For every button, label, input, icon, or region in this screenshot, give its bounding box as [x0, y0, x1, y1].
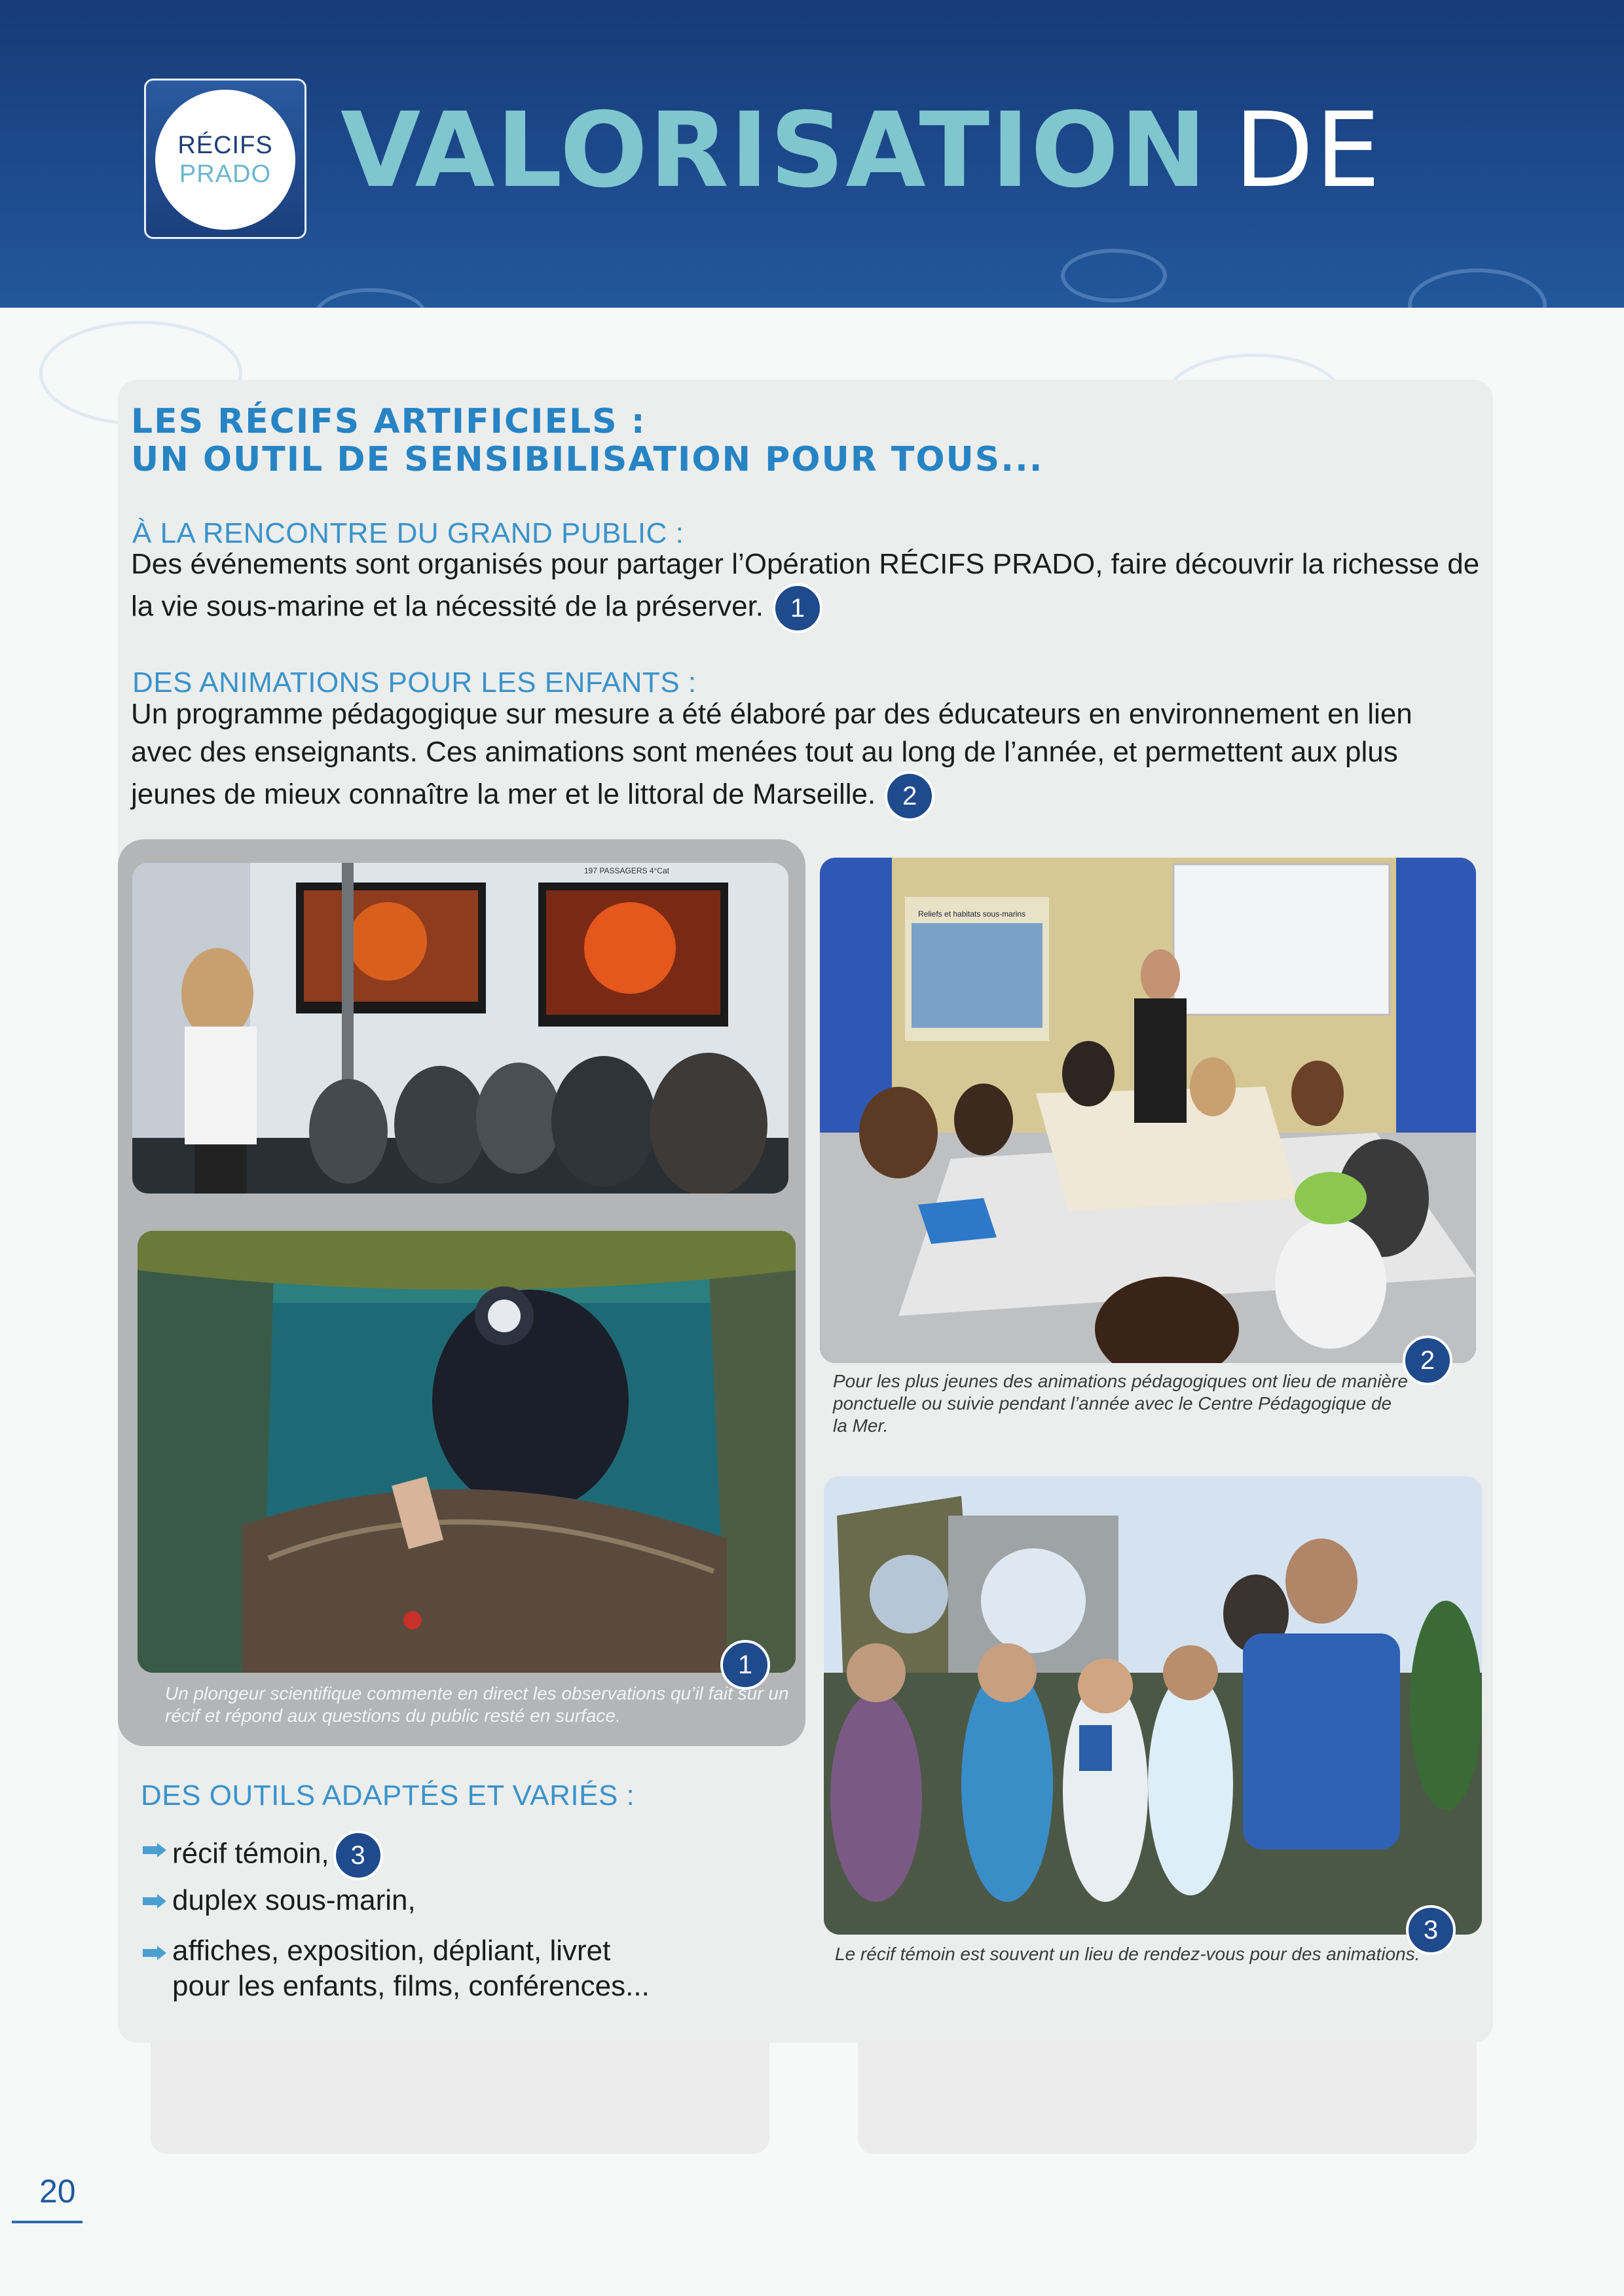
reference-badge-3: 3 [1406, 1905, 1456, 1955]
section-children-body: Un programme pédagogique sur mesure a été élaboré par des éducateurs en environnement en lien avec des enseignants. Ces animations sont menées tout au long de l’année, et permettent aux plus jeunes de mieux connaître la mer et le littoral de Marseille. [131, 698, 1412, 811]
tools-item-text: récif témoin, [172, 1837, 329, 1870]
fish-outline-decoration [314, 288, 427, 308]
poster-title: Reliefs et habitats sous-marins [918, 909, 1026, 919]
tools-list-item [172, 1831, 383, 1880]
section-children-heading: DES ANIMATIONS POUR LES ENFANTS : [132, 666, 697, 699]
section-public-body: Des événements sont organisés pour partager l’Opération RÉCIFS PRADO, faire découvrir la richesse de la vie sous-marine et la nécessité de la préserver. [131, 548, 1480, 623]
section-public-heading: À LA RENCONTRE DU GRAND PUBLIC : [132, 517, 684, 549]
bullet-arrow-icon [143, 1843, 166, 1857]
classroom-caption: Pour les plus jeunes des animations pédagogiques ont lieu de manière ponctuelle ou suivie pendant l’année avec le Centre Pédagogique de la Mer. [833, 1371, 1408, 1436]
reef-caption: Le récif témoin est souvent un lieu de rendez-vous pour des animations. [835, 1944, 1420, 1964]
tools-list-item: duplex sous-marin, [172, 1884, 416, 1916]
tools-item-line-1: affiches, exposition, dépliant, livret [172, 1935, 611, 1967]
section-public-text [131, 545, 1480, 633]
diver-caption: Un plongeur scientifique commente en direct les observations qu’il fait sur un récif et répond aux questions du public resté en surface. [165, 1683, 789, 1726]
reef-witness-illustration [824, 1476, 1482, 1935]
boat-event-photo [132, 863, 788, 1194]
header-title-main: VALORISATION [341, 90, 1208, 211]
fish-outline-decoration [1061, 249, 1167, 302]
boat-event-illustration [132, 863, 788, 1194]
section-children-text [131, 695, 1480, 821]
boat-sign-text: 197 PASSAGERS 4°Cat [584, 866, 669, 875]
logo-circle [155, 90, 295, 230]
classroom-illustration [820, 858, 1476, 1363]
logo-line-2: PRADO [179, 160, 272, 188]
reference-badge-1: 1 [720, 1640, 770, 1690]
reference-badge-2: 2 [885, 771, 934, 821]
section-tools-heading: DES OUTILS ADAPTÉS ET VARIÉS : [141, 1779, 635, 1812]
main-heading-line-2: UN OUTIL DE SENSIBILISATION POUR TOUS... [131, 440, 1044, 479]
page-number-underline [12, 2221, 83, 2223]
classroom-photo [820, 858, 1476, 1363]
header-title [341, 90, 1382, 211]
main-heading-line-1: LES RÉCIFS ARTIFICIELS : [131, 402, 646, 441]
diver-photo [138, 1231, 796, 1673]
bullet-arrow-icon [143, 1894, 166, 1908]
reef-witness-photo [824, 1476, 1482, 1935]
reference-badge-2: 2 [1403, 1336, 1452, 1385]
recifs-prado-logo [144, 79, 306, 239]
bullet-arrow-icon [143, 1946, 166, 1960]
tools-list-item [172, 1933, 650, 2004]
reference-badge-3: 3 [333, 1831, 383, 1880]
diver-illustration [138, 1231, 796, 1673]
reference-badge-1: 1 [773, 583, 822, 633]
main-heading [131, 403, 1441, 479]
header-title-suffix: DE [1234, 90, 1382, 211]
tools-item-line-2: pour les enfants, films, conférences... [172, 1970, 650, 2002]
page-header [0, 0, 1624, 308]
logo-line-1: RÉCIFS [177, 132, 273, 159]
page-number: 20 [39, 2173, 76, 2210]
fish-outline-decoration [1408, 268, 1547, 308]
